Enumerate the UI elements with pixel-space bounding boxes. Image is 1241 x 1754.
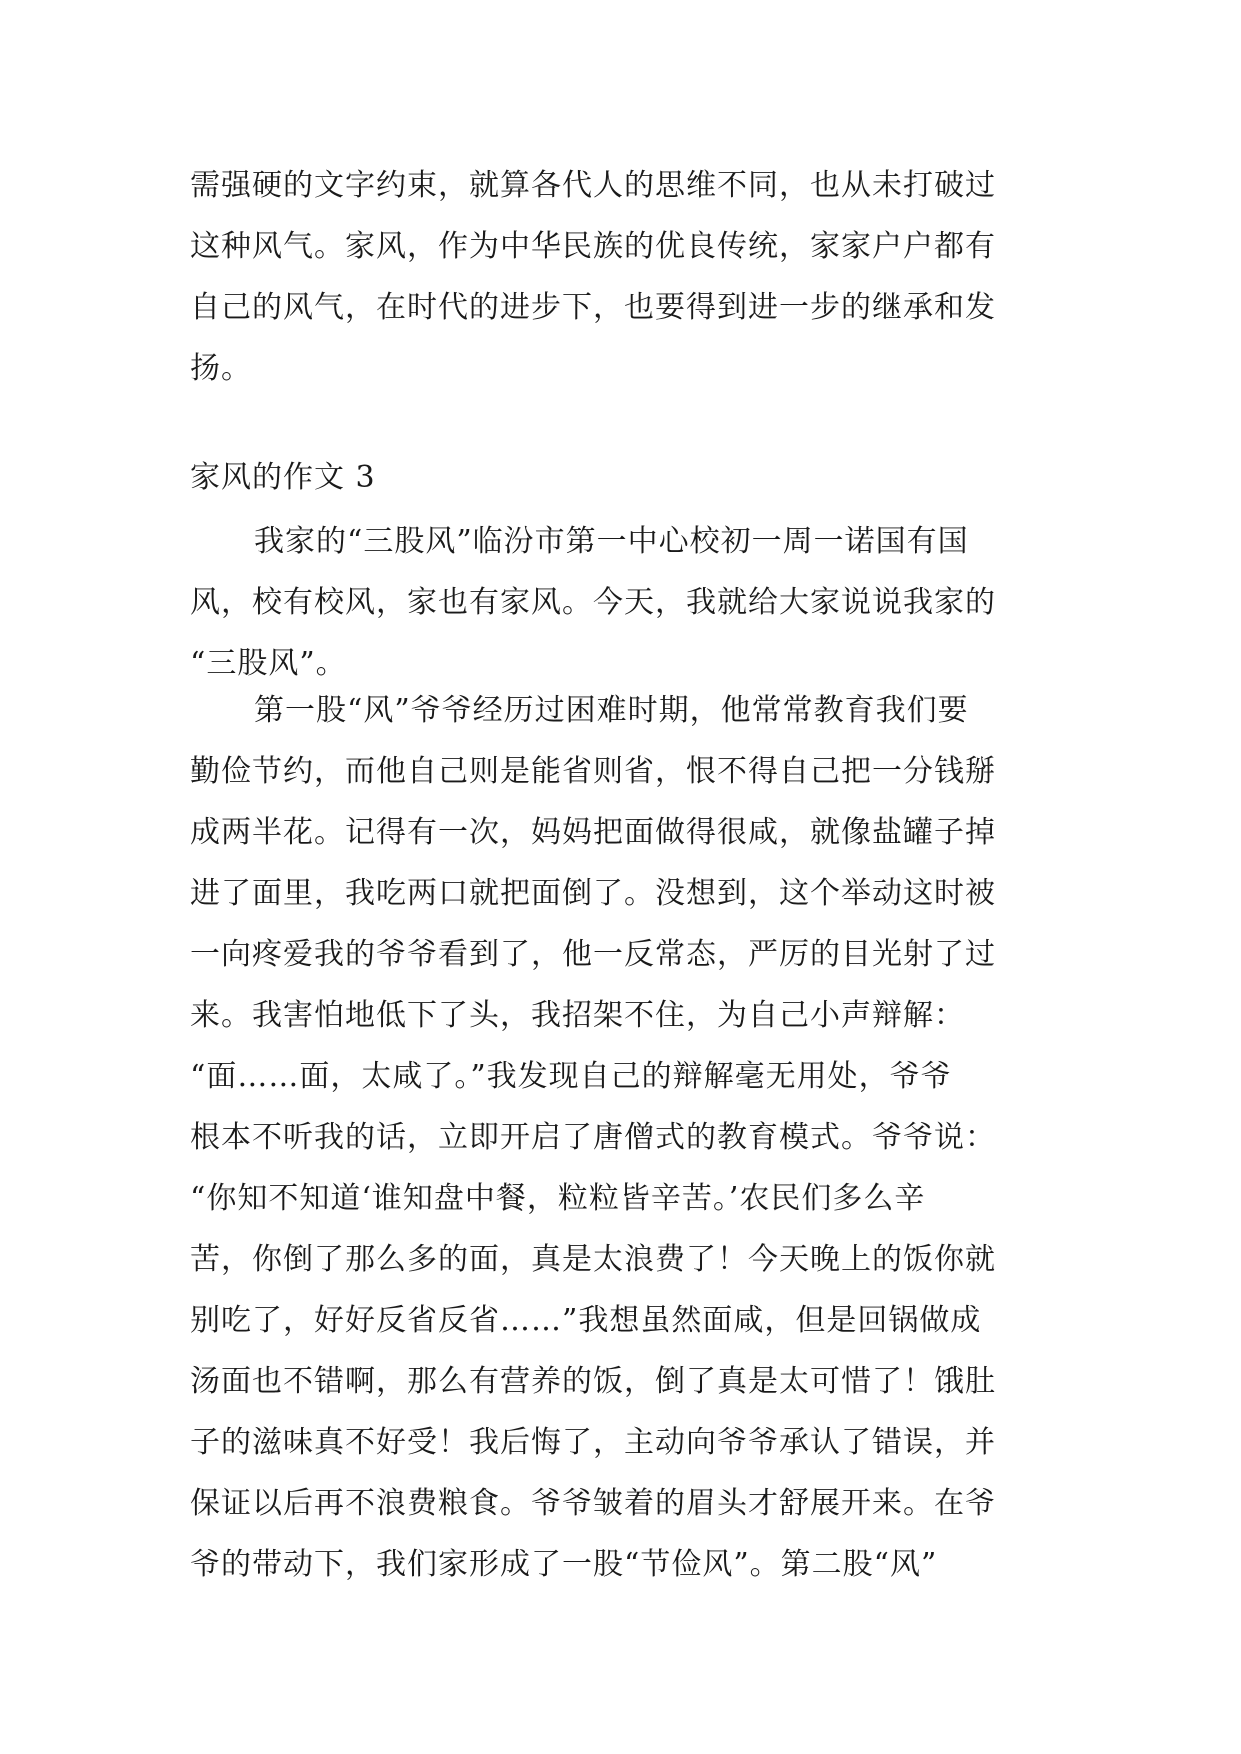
text-line: 需强硬的文字约束，就算各代人的思维不同，也从未打破过 — [190, 168, 996, 203]
paragraph-intro — [190, 155, 1060, 399]
text-line: 扬。 — [190, 351, 252, 386]
text-line: 别吃了，好好反省反省……”我想虽然面咸，但是回锅做成 — [190, 1303, 982, 1338]
text-line: 这种风气。家风，作为中华民族的优良传统，家家户户都有 — [190, 229, 996, 264]
paragraph-1 — [190, 511, 1060, 694]
text-line: 第一股“风”爷爷经历过困难时期，他常常教育我们要 — [254, 693, 969, 728]
text-line: 汤面也不错啊，那么有营养的饭，倒了真是太可惜了！饿肚 — [190, 1364, 996, 1399]
text-line: 子的滋味真不好受！我后悔了，主动向爷爷承认了错误，并 — [190, 1425, 996, 1460]
text-line: 风，校有校风，家也有家风。今天，我就给大家说说我家的 — [190, 585, 996, 620]
text-line: “面……面，太咸了。”我发现自己的辩解毫无用处，爷爷 — [190, 1059, 952, 1094]
section-heading-container — [190, 447, 1060, 508]
section-heading: 家风的作文 3 — [190, 460, 376, 495]
text-line: “三股风”。 — [190, 646, 347, 681]
paragraph-2 — [190, 680, 1060, 1595]
text-line: 爷的带动下，我们家形成了一股“节俭风”。第二股“风” — [190, 1547, 938, 1582]
text-line: 保证以后再不浪费粮食。爷爷皱着的眉头才舒展开来。在爷 — [190, 1486, 996, 1521]
text-line: 苦，你倒了那么多的面，真是太浪费了！今天晚上的饭你就 — [190, 1242, 996, 1277]
text-line: 勤俭节约，而他自己则是能省则省，恨不得自己把一分钱掰 — [190, 754, 996, 789]
text-line: 我家的“三股风”临汾市第一中心校初一周一诺国有国 — [254, 524, 969, 559]
text-line: “你知不知道‘谁知盘中餐，粒粒皆辛苦。’农民们多么辛 — [190, 1181, 926, 1216]
text-line: 进了面里，我吃两口就把面倒了。没想到，这个举动这时被 — [190, 876, 996, 911]
text-line: 一向疼爱我的爷爷看到了，他一反常态，严厉的目光射了过 — [190, 937, 996, 972]
text-line: 成两半花。记得有一次，妈妈把面做得很咸，就像盐罐子掉 — [190, 815, 996, 850]
text-line: 自己的风气，在时代的进步下，也要得到进一步的继承和发 — [190, 290, 996, 325]
text-line: 来。我害怕地低下了头，我招架不住，为自己小声辩解： — [190, 998, 965, 1033]
text-line: 根本不听我的话，立即开启了唐僧式的教育模式。爷爷说： — [190, 1120, 996, 1155]
